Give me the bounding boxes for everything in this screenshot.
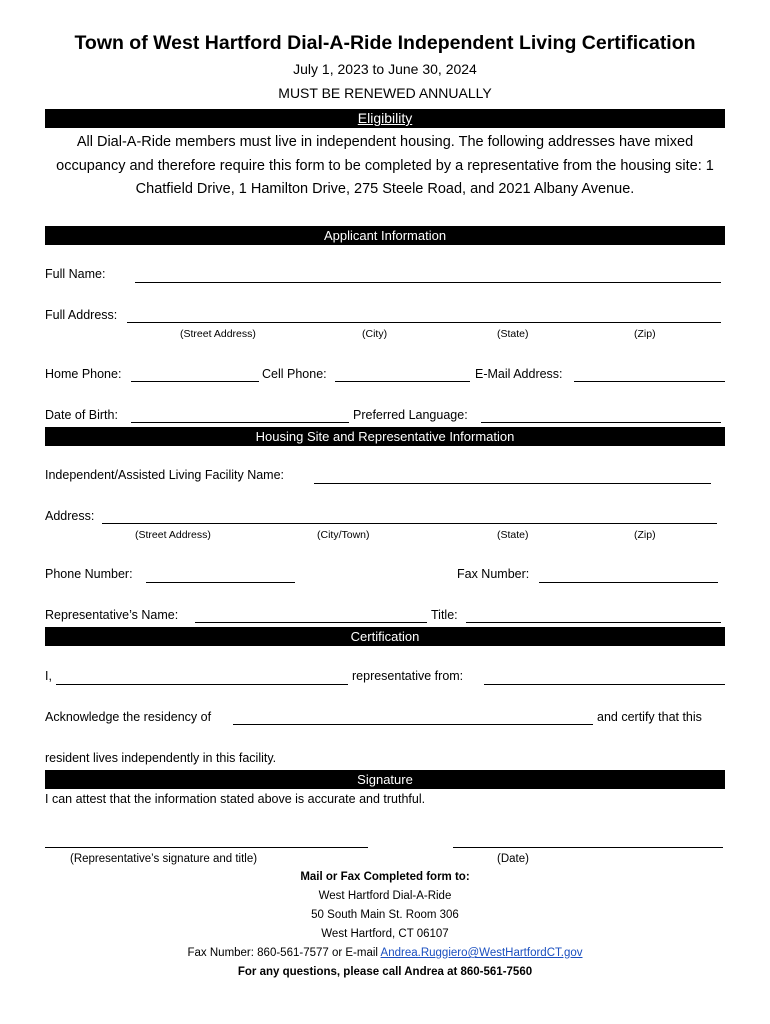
housing-state-hint: (State)	[497, 529, 529, 541]
language-label: Preferred Language:	[353, 408, 468, 422]
title-label: Title:	[431, 608, 458, 622]
facility-field[interactable]	[314, 483, 711, 484]
housing-street-hint: (Street Address)	[135, 529, 211, 541]
rep-from-label: representative from:	[352, 669, 464, 683]
certifier-name-field[interactable]	[56, 684, 348, 685]
home-phone-label: Home Phone:	[45, 367, 122, 381]
rep-from-field[interactable]	[484, 684, 725, 685]
cell-phone-field[interactable]	[335, 381, 470, 382]
certification-heading: Certification	[45, 627, 725, 646]
signature-hint: (Representative’s signature and title)	[70, 853, 258, 865]
attest-text: I can attest that the information stated above is accurate and truthful.	[45, 792, 426, 806]
signature-heading: Signature	[45, 770, 725, 789]
email-label: E-Mail Address:	[475, 367, 563, 381]
fax-label: Fax Number:	[457, 567, 530, 581]
ack-label: Acknowledge the residency of	[45, 710, 212, 724]
renewal-notice: MUST BE RENEWED ANNUALLY	[278, 85, 492, 101]
page-title: Town of West Hartford Dial-A-Ride Independent Living Certification	[74, 32, 696, 54]
questions-line: For any questions, please call Andrea at 860-561-7560	[237, 966, 533, 978]
city-address: West Hartford, CT 06107	[321, 928, 449, 940]
city-hint: (City)	[362, 328, 388, 340]
housing-city-hint: (City/Town)	[317, 529, 370, 541]
certify-label: and certify that this	[597, 710, 702, 724]
housing-address-field[interactable]	[102, 523, 717, 524]
i-label: I,	[45, 669, 52, 683]
full-name-label: Full Name:	[45, 267, 106, 281]
resident-name-field[interactable]	[233, 724, 593, 725]
phone-field[interactable]	[146, 582, 295, 583]
eligibility-text: All Dial-A-Ride members must live in independent housing. The following addresses have mixed occupancy and therefore require this form to be completed by a representative from the housing site: 1 Chatfield Drive, 1 Hamilton Drive, 275 Steele Road, and 2021 Albany Avenue.	[56, 134, 714, 197]
full-name-field[interactable]	[135, 282, 721, 283]
eligibility-heading	[45, 109, 725, 128]
resident-statement: resident lives independently in this facility.	[45, 751, 277, 765]
full-address-label: Full Address:	[45, 308, 118, 322]
state-hint: (State)	[497, 328, 529, 340]
cell-phone-label: Cell Phone:	[262, 367, 327, 381]
language-field[interactable]	[481, 422, 721, 423]
eligibility-heading-text: Eligibility	[357, 110, 413, 126]
signature-field[interactable]	[45, 847, 368, 848]
org-name: West Hartford Dial-A-Ride	[318, 890, 452, 902]
email-link[interactable]: Andrea.Ruggiero@WestHartfordCT.gov	[380, 947, 583, 959]
facility-label: Independent/Assisted Living Facility Name:	[45, 468, 285, 482]
street-address: 50 South Main St. Room 306	[311, 909, 459, 921]
full-address-field[interactable]	[127, 322, 721, 323]
applicant-heading: Applicant Information	[45, 226, 725, 245]
date-range: July 1, 2023 to June 30, 2024	[293, 61, 477, 77]
mail-heading: Mail or Fax Completed form to:	[300, 871, 470, 883]
rep-name-field[interactable]	[195, 622, 427, 623]
fax-prefix: Fax Number: 860-561-7577 or E-mail	[187, 947, 378, 959]
rep-name-label: Representative’s Name:	[45, 608, 179, 622]
zip-hint: (Zip)	[634, 328, 656, 340]
housing-heading: Housing Site and Representative Information	[45, 427, 725, 446]
phone-label: Phone Number:	[45, 567, 133, 581]
housing-zip-hint: (Zip)	[634, 529, 656, 541]
email-field[interactable]	[574, 381, 725, 382]
dob-field[interactable]	[131, 422, 349, 423]
home-phone-field[interactable]	[131, 381, 259, 382]
date-field[interactable]	[453, 847, 723, 848]
street-address-hint: (Street Address)	[180, 328, 256, 340]
fax-email-line	[45, 947, 725, 959]
housing-address-label: Address:	[45, 509, 95, 523]
fax-field[interactable]	[539, 582, 718, 583]
title-field[interactable]	[466, 622, 721, 623]
dob-label: Date of Birth:	[45, 408, 118, 422]
date-hint: (Date)	[497, 853, 529, 865]
